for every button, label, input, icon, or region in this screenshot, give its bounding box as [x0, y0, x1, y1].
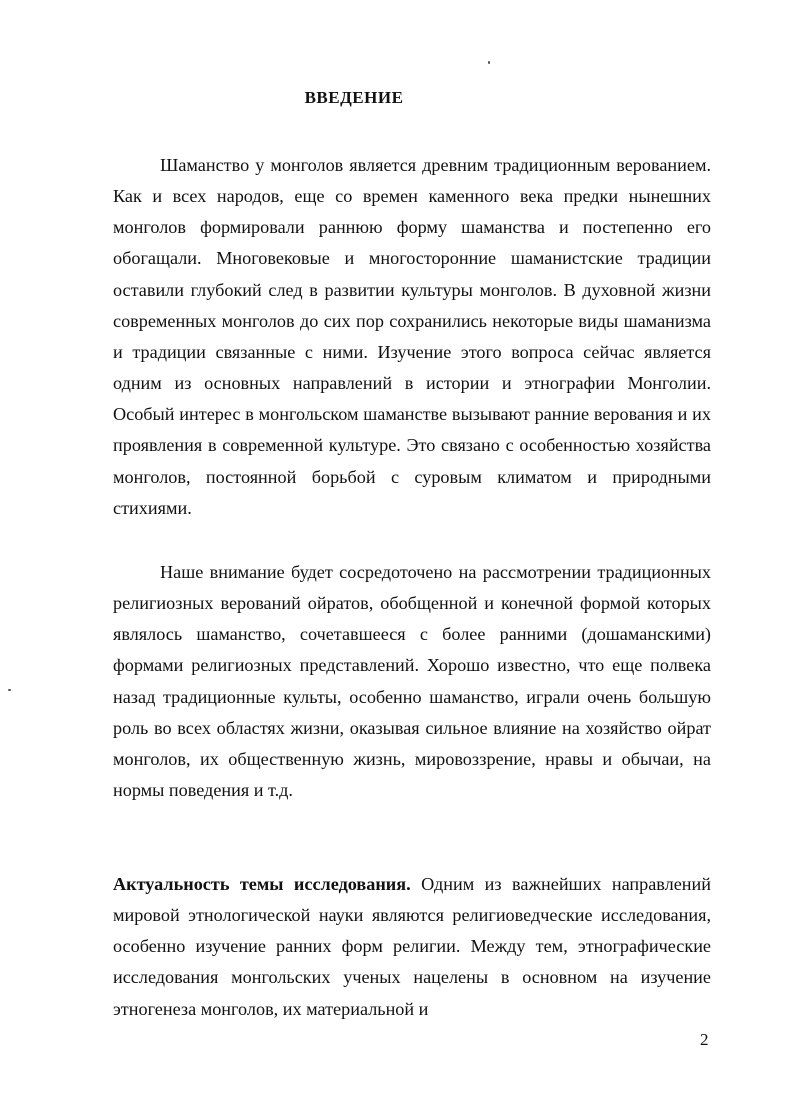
- paragraph-focus: Наше внимание будет сосредоточено на рассмотрении традиционных религиозных верований ойратов, обобщенной и конечной формой которых являлось шаманство, сочетавшееся с более ранними (дошаманскими) формами религиозных представлений. Хорошо известно, что еще полвека назад традиционные культы, особенно шаманство, играли очень большую роль во всех областях жизни, оказывая сильное влияние на хозяйство ойрат монголов, их общественную жизнь, мировоззрение, нравы и обычаи, на нормы поведения и т.д.: [113, 562, 711, 801]
- scan-speck: [488, 61, 490, 64]
- relevance-heading: Актуальность темы исследования.: [113, 874, 411, 894]
- page-number: 2: [700, 1030, 709, 1049]
- section-title: ВВЕДЕНИЕ: [304, 88, 404, 107]
- paragraph-intro: Шаманство у монголов является древним традиционным верованием. Как и всех народов, еще со времен каменного века предки нынешних монголов формировали раннюю форму шаманства и постепенно его обогащали. Многовековые и многосторонние шаманистские традиции оставили глубокий след в развитии культуры монголов. В духовной жизни современных монголов до сих пор сохранились некоторые виды шаманизма и традиции связанные с ними. Изучение этого вопроса сейчас является одним из основных направлений в истории и этнографии Монголии. Особый интерес в монгольском шаманстве вызывают ранние верования и их проявления в современной культуре. Это связано с особенностью хозяйства монголов, постоянной борьбой с суровым климатом и природными стихиями.: [113, 155, 711, 518]
- scan-speck: [8, 689, 11, 691]
- paragraph-relevance: [113, 869, 711, 1025]
- relevance-text: Одним из важнейших направлений мировой этнологической науки являются религиоведческие исследования, особенно изучение ранних форм религии. Между тем, этнографические исследования монгольских ученых нацелены в основном на изучение этногенеза монголов, их материальной и: [113, 874, 711, 1019]
